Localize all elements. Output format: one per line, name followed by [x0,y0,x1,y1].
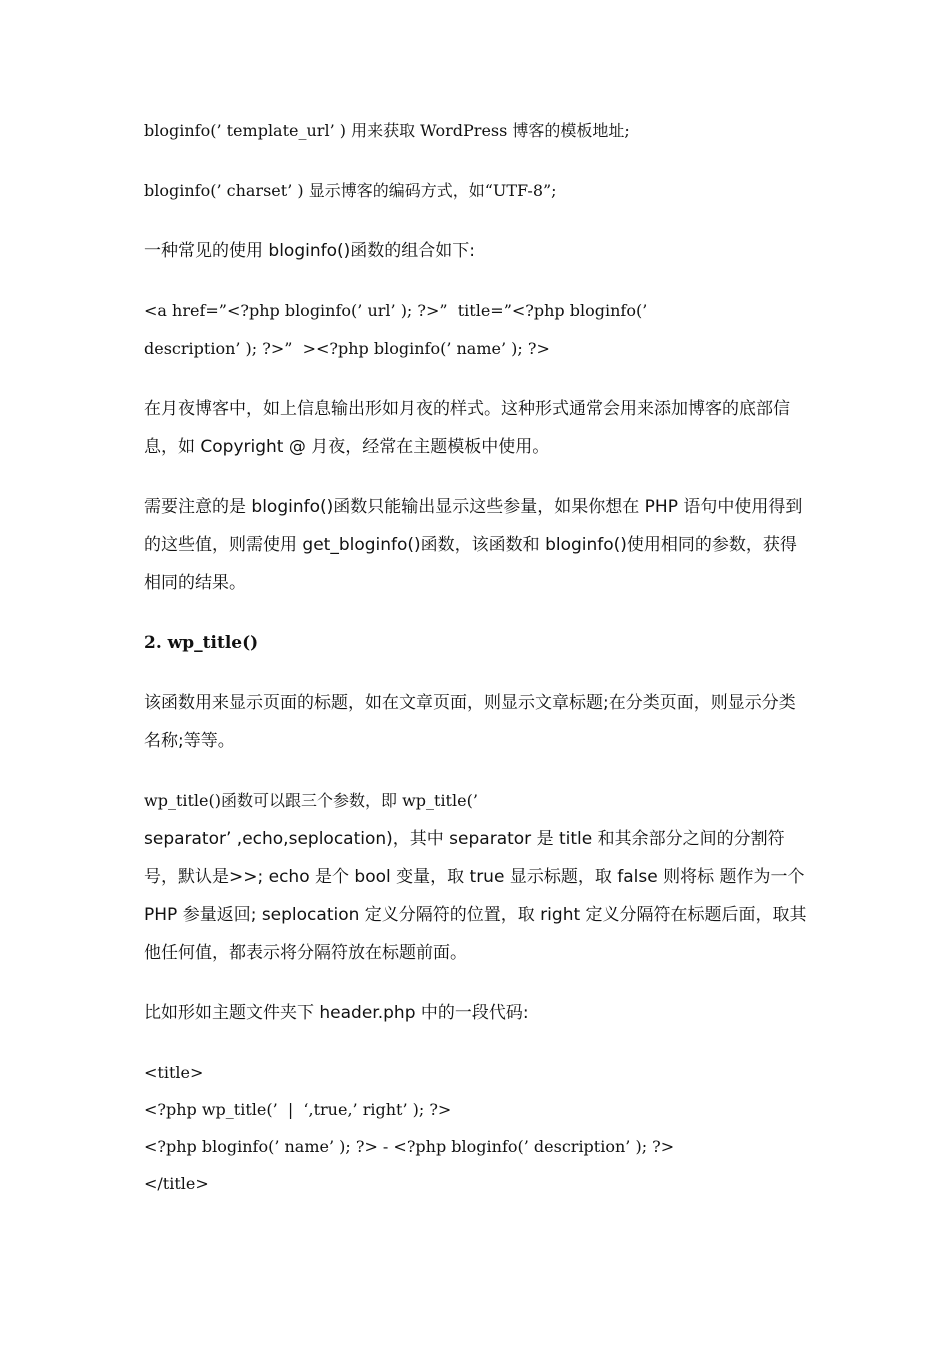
paragraph-yueye: 在月夜博客中，如上信息输出形如月夜的样式。这种形式通常会用来添加博客的底部信息，如 Copyright @ 月夜，经常在主题模板中使用。 [144,399,790,457]
code-anchor-line-2: description’ ); ?>” ><?php bloginfo(’ name’ ); ?> [144,339,550,358]
params-body: separator’ ,echo,seplocation)，其中 separator 是 title 和其余部分之间的分割符号，默认是>>; echo 是个 bool 变量，取 true 显示标题，取 false 则将标 题作为一个 PHP 参量返回; seplocation 定义分隔符的位置，取 right 定义分隔符在标题后面，取其他任何值，都表示将分隔符放在标题前面。 [144,829,807,963]
paragraph-wp-title-desc: 该函数用来显示页面的标题，如在文章页面，则显示文章标题;在分类页面，则显示分类名称;等等。 [144,693,796,751]
code-line-1: <title> [144,1063,204,1082]
code-line-3: <?php bloginfo(’ name’ ); ?> - <?php bloginfo(’ description’ ); ?> [144,1137,675,1156]
section-heading-wp-title: 2. wp_title() [144,633,259,653]
code-line-2: <?php wp_title(’ | ‘,true,’ right’ ); ?> [144,1100,452,1119]
code-block-title [144,1054,810,1202]
params-line-1: wp_title()函数可以跟三个参数，即 wp_title(’ [144,791,478,810]
code-anchor-example [144,292,810,368]
paragraph-wp-title-params [144,782,810,972]
paragraph-get-bloginfo: 需要注意的是 bloginfo()函数只能输出显示这些参量，如果你想在 PHP 语句中使用得到的这些值，则需使用 get_bloginfo()函数，该函数和 bloginfo()使用相同的参数，获得相同的结果。 [144,497,803,593]
code-anchor-line-1: <a href=”<?php bloginfo(’ url’ ); ?>” title=”<?php bloginfo(’ [144,301,648,320]
paragraph-template-url: bloginfo(’ template_url’ ) 用来获取 WordPress 博客的模板地址; [144,121,630,140]
document-body [144,112,810,1202]
paragraph-combo-intro: 一种常见的使用 bloginfo()函数的组合如下: [144,241,475,261]
code-line-4: </title> [144,1174,209,1193]
paragraph-header-php: 比如形如主题文件夹下 header.php 中的一段代码: [144,1003,529,1023]
paragraph-charset: bloginfo(’ charset’ ) 显示博客的编码方式，如“UTF-8”; [144,181,557,200]
